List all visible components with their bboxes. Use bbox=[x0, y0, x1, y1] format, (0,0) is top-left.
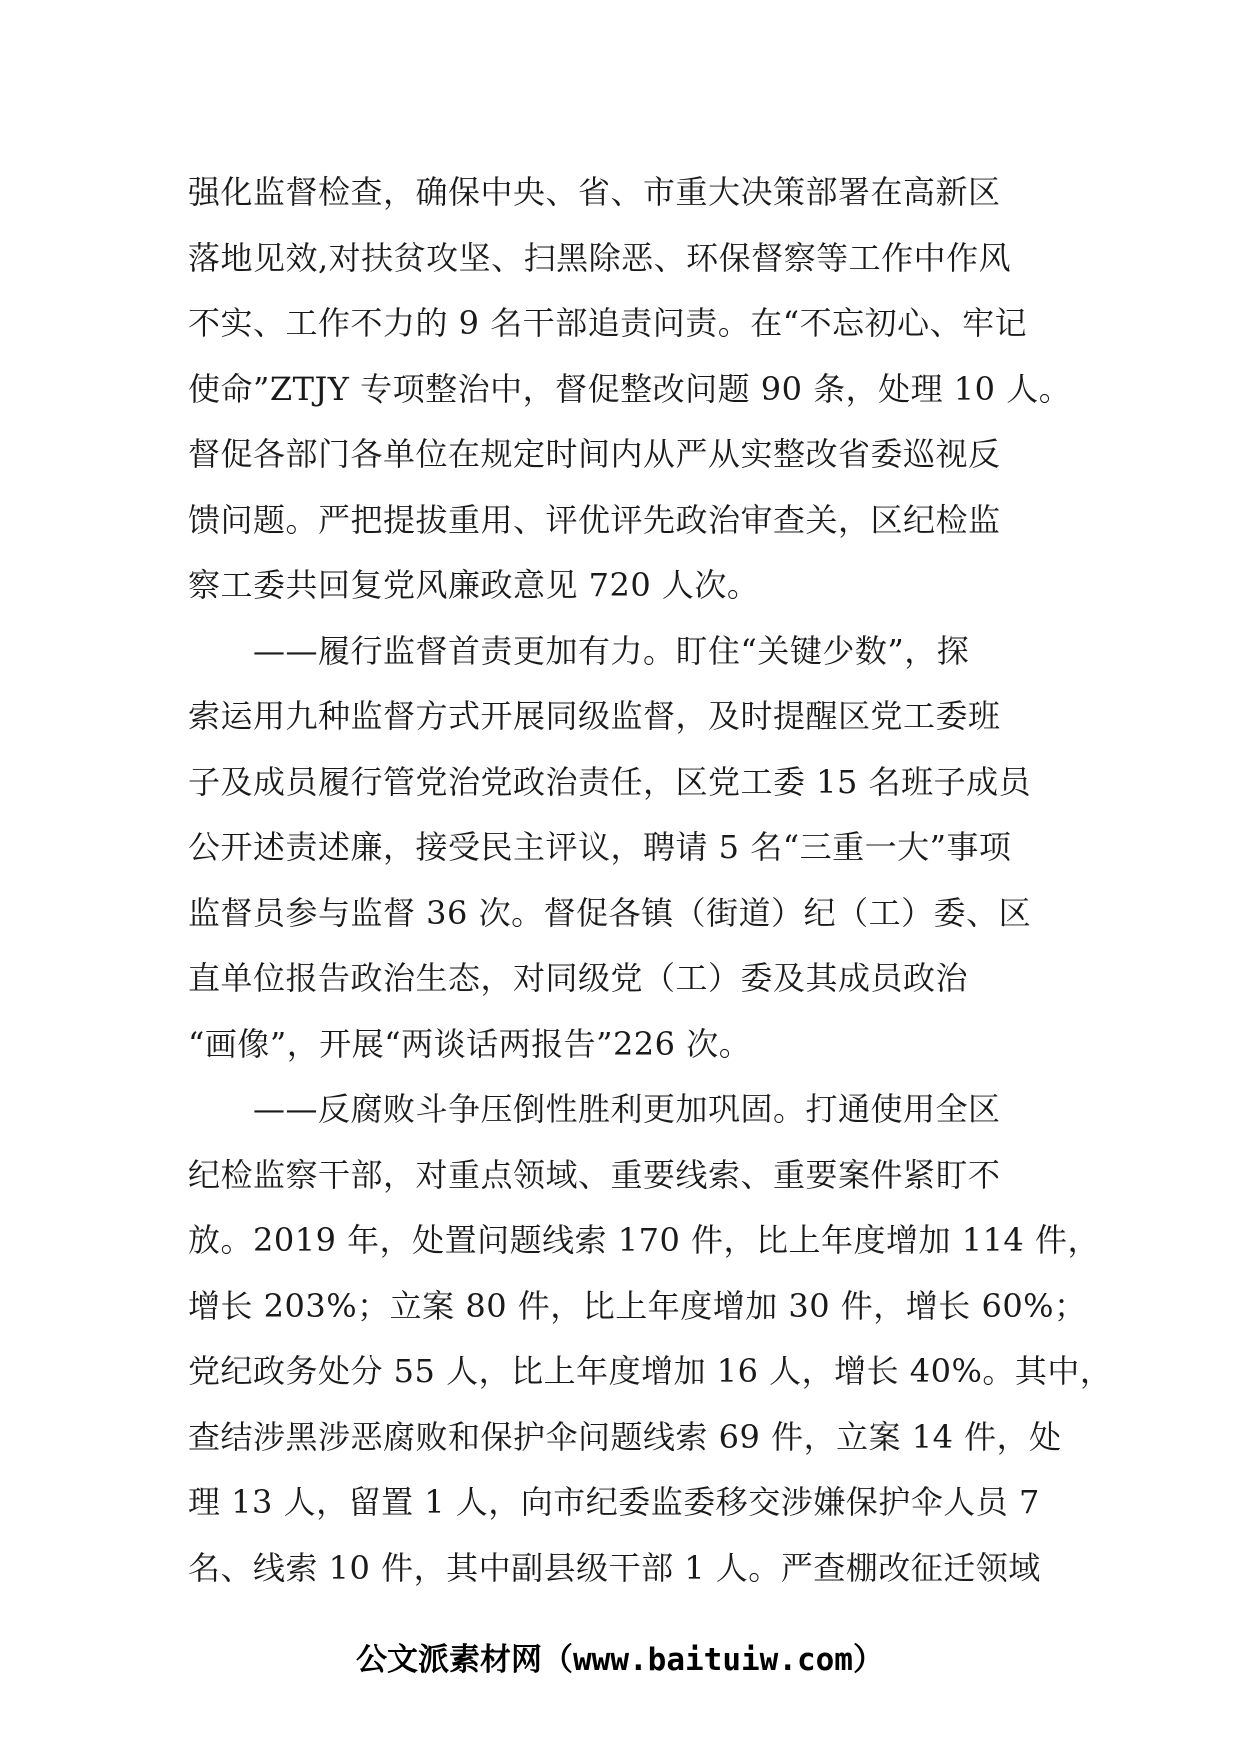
text-line: 使命”ZTJY 专项整治中，督促整改问题 90 条，处理 10 人。 bbox=[188, 369, 1072, 408]
text-line: 索运用九种监督方式开展同级监督，及时提醒区党工委班 bbox=[188, 697, 1001, 735]
text-line: 落地见效,对扶贫攻坚、扫黑除恶、环保督察等工作中作风 bbox=[188, 238, 1012, 277]
text-line: 直单位报告政治生态，对同级党（工）委及其成员政治 bbox=[188, 959, 969, 997]
text-line: 督促各部门各单位在规定时间内从严从实整改省委巡视反 bbox=[188, 435, 1001, 473]
text-line: 强化监督检查，确保中央、省、市重大决策部署在高新区 bbox=[188, 173, 1001, 211]
text-line: 查结涉黑涉恶腐败和保护伞问题线索 69 件，立案 14 件，处 bbox=[188, 1417, 1062, 1456]
text-line: 党纪政务处分 55 人，比上年度增加 16 人，增长 40%。其中， bbox=[188, 1352, 1113, 1390]
text-line: 馈问题。严把提拔重用、评优评先政治审查关，区纪检监 bbox=[188, 500, 1001, 539]
text-line: 子及成员履行管党治党政治责任，区党工委 15 名班子成员 bbox=[188, 762, 1032, 801]
text-line: 监督员参与监督 36 次。督促各镇（街道）纪（工）委、区 bbox=[188, 893, 1032, 932]
text-line: 理 13 人，留置 1 人，向市纪委监委移交涉嫌保护伞人员 7 bbox=[188, 1483, 1040, 1521]
text-line: 察工委共回复党风廉政意见 720 人次。 bbox=[188, 566, 760, 604]
document-body bbox=[188, 160, 1113, 1601]
text-line: 增长 203%；立案 80 件，比上年度增加 30 件，增长 60%； bbox=[188, 1286, 1087, 1325]
text-line: “画像”，开展“两谈话两报告”226 次。 bbox=[188, 1024, 752, 1063]
text-line: ——反腐败斗争压倒性胜利更加巩固。打通使用全区 bbox=[188, 1090, 1001, 1128]
text-line: 纪检监察干部，对重点领域、重要线索、重要案件紧盯不 bbox=[188, 1155, 1001, 1194]
text-line: 公开述责述廉，接受民主评议，聘请 5 名“三重一大”事项 bbox=[188, 828, 1012, 866]
text-line: 名、线索 10 件，其中副县级干部 1 人。严查棚改征迁领域 bbox=[188, 1548, 1041, 1587]
text-line: ——履行监督首责更加有力。盯住“关键少数”，探 bbox=[188, 631, 970, 670]
text-line: 放。2019 年，处置问题线索 170 件，比上年度增加 114 件， bbox=[188, 1221, 1100, 1259]
footer-watermark: 公文派素材网（www.baituiw.com） bbox=[356, 1642, 884, 1678]
text-line: 不实、工作不力的 9 名干部追责问责。在“不忘初心、牢记 bbox=[188, 304, 1028, 342]
